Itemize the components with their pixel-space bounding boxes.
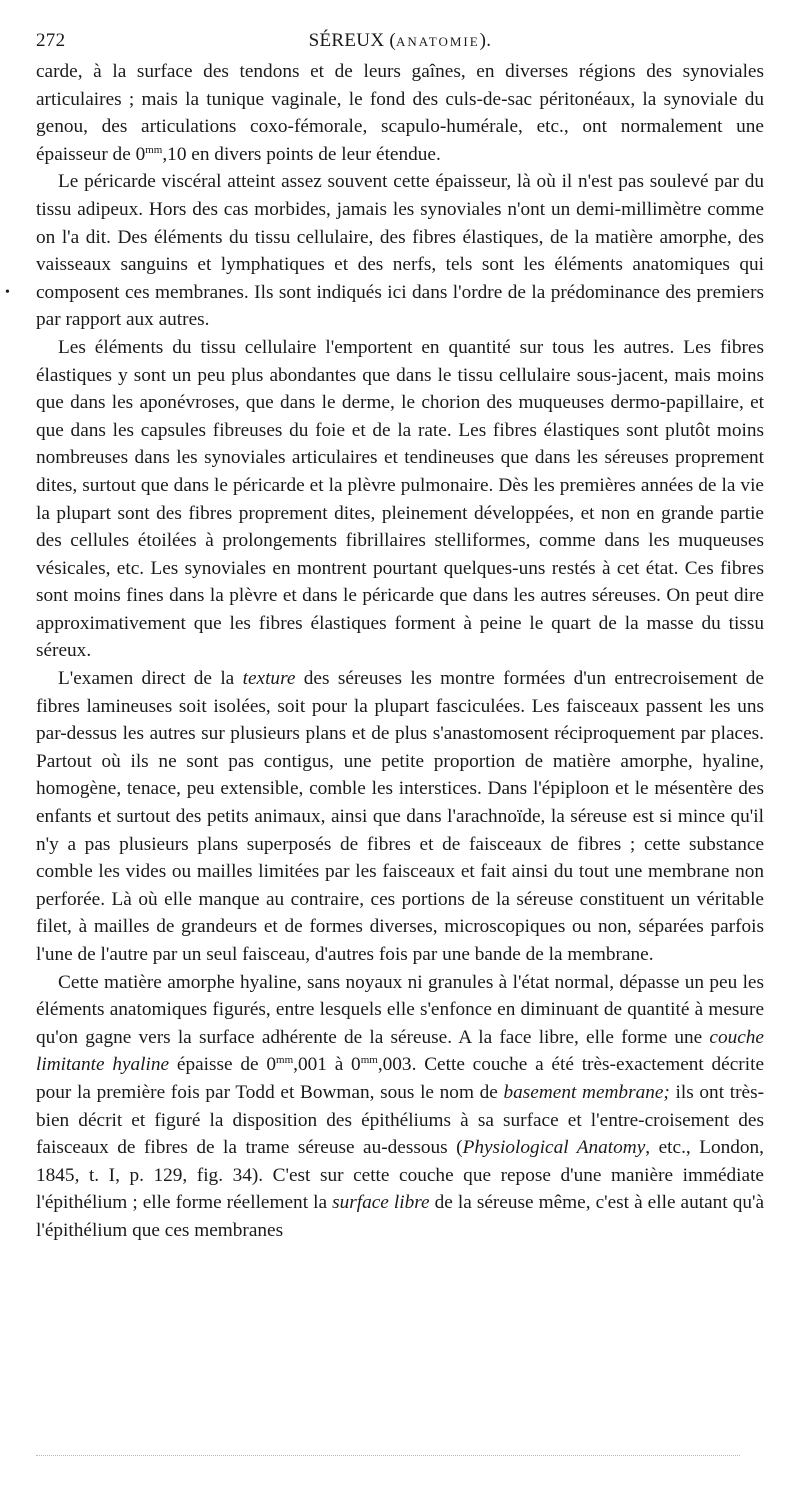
- text-run: Le péricarde viscéral atteint assez souvent cette épaisseur, là où il n'est pas soulevé par du tissu adipeux. Hors des cas morbides, jamais les synoviales n'ont un demi-millimètre comme on l'a dit. Des éléments du tissu cellulaire, des fibres élastiques, de la matière amorphe, des vaisseaux sanguins et lymphatiques et des nerfs, tels sont les éléments anatomiques qui composent ces membranes. Ils sont indiqués ici dans l'ordre de la prédominance des premiers par rapport aux autres.: [36, 171, 764, 331]
- text-run: , etc., London, 1845, t. I, p. 129, fig. 34). C'est sur cette couche que repose d'une manière immédiate l'épithélium ; elle forme réellement la: [36, 1137, 765, 1214]
- running-title-main: SÉREUX (: [308, 30, 397, 51]
- text-run: épaisse de 0: [169, 1054, 277, 1076]
- paragraph: [36, 58, 764, 168]
- running-title-end: ).: [479, 30, 492, 51]
- unit-superscript: mm: [360, 1054, 378, 1067]
- running-title-smallcaps: ANATOMIE: [396, 34, 480, 49]
- paragraph: [36, 969, 764, 1245]
- unit-superscript: mm: [276, 1054, 294, 1067]
- italic-term: couche limitante hyaline: [36, 1026, 764, 1076]
- text-run: Les éléments du tissu cellulaire l'emportent en quantité sur tous les autres. Les fibres élastiques y sont un peu plus abondantes que dans le tissu cellulaire sous-jacent, mais moins que dans les aponévroses, que dans le derme, le chorion des muqueuses dermo-papillaire, et que dans les capsules fibreuses du foie et de la rate. Les fibres élastiques sont plutôt moins nombreuses dans les synoviales articulaires et tendineuses que dans les séreuses proprement dites, surtout que dans le péricarde et la plèvre pulmonaire. Dès les premières années de la vie la plupart sont des fibres proprement dites, pleinement développées, et non en grande partie des cellules étoilées à prolongements fibrillaires stelliformes, comme dans les muqueuses vésicales, etc. Les synoviales en montrent pourtant quelques-uns restés à cet état. Ces fibres sont moins fines dans la plèvre et dans le péricarde que dans les autres séreuses. On peut dire approximativement que les fibres élastiques forment à peine le quart de la masse du tissu séreux.: [36, 336, 764, 662]
- footer-rule: [36, 1455, 740, 1456]
- paragraph: [36, 168, 764, 334]
- text-run: ,003. Cette couche a été très-exactement décrite pour la première fois par Todd et Bowman, sous le nom de: [36, 1054, 764, 1103]
- text-run: Cette matière amorphe hyaline, sans noyaux ni granules à l'état normal, dépasse un peu les éléments anatomiques figurés, entre lesquels elle s'enfonce en diminuant de quantité à mesure qu'on gagne vers la surface adhérente de la séreuse. A la face libre, elle forme une: [36, 971, 764, 1048]
- paragraph: [36, 665, 764, 969]
- running-title: [36, 30, 764, 52]
- text-run: ,001 à 0: [293, 1054, 361, 1076]
- text-run: L'examen direct de la: [58, 668, 243, 690]
- italic-term: surface libre: [332, 1192, 430, 1214]
- body-text: [36, 58, 764, 1245]
- text-run: des séreuses les montre formées d'un entrecroisement de fibres lamineuses soit isolées, soit pour la plupart fasciculées. Les faisceaux passent les uns par-dessus les autres sur plusieurs plans et de plus s'anastomosent réciproquement par places. Partout où ils ne sont pas contigus, une petite proportion de matière amorphe, hyaline, homogène, tenace, peu extensible, comble les interstices. Dans l'épiploon et le mésentère des enfants et surtout des petits animaux, ainsi que dans l'arachnoïde, la séreuse est si mince qu'il n'y a pas plusieurs plans superposés de fibres et de faisceaux de fibres ; cette substance comble les vides ou mailles limitées par les faisceaux et fait ainsi du tout une membrane non perforée. Là où elle manque au contraire, ces portions de la séreuse constituent un véritable filet, à mailles de grandeurs et de formes diverses, microscopiques ou non, séparées parfois l'une de l'autre par un seul faisceau, d'autres fois par une bande de la membrane.: [36, 668, 764, 965]
- page-number: 272: [36, 30, 66, 51]
- page-header: [36, 22, 764, 58]
- italic-term: basement membrane;: [503, 1081, 670, 1103]
- text-run: carde, à la surface des tendons et de leurs gaînes, en diverses régions des synoviales articulaires ; mais la tunique vaginale, le fond des culs-de-sac péritonéaux, la synoviale du genou, des articulations coxo-fémorale, scapulo-humérale, etc., ont normalement une épaisseur de 0: [36, 61, 764, 165]
- paragraph: [36, 334, 764, 665]
- margin-mark: •: [5, 285, 10, 300]
- italic-term: Physiological Anatomy: [462, 1137, 646, 1159]
- text-run: ils ont très-bien décrit et figuré la disposition des épithéliums à sa surface et l'entre-croisement des faisceaux de fibres de la trame séreuse au-dessous (: [36, 1081, 764, 1159]
- italic-term: texture: [242, 668, 296, 690]
- unit-superscript: mm: [145, 143, 163, 156]
- text-run: ,10 en divers points de leur étendue.: [162, 143, 441, 165]
- text-run: de la séreuse même, c'est à elle autant qu'à l'épithélium que ces membranes: [36, 1192, 765, 1241]
